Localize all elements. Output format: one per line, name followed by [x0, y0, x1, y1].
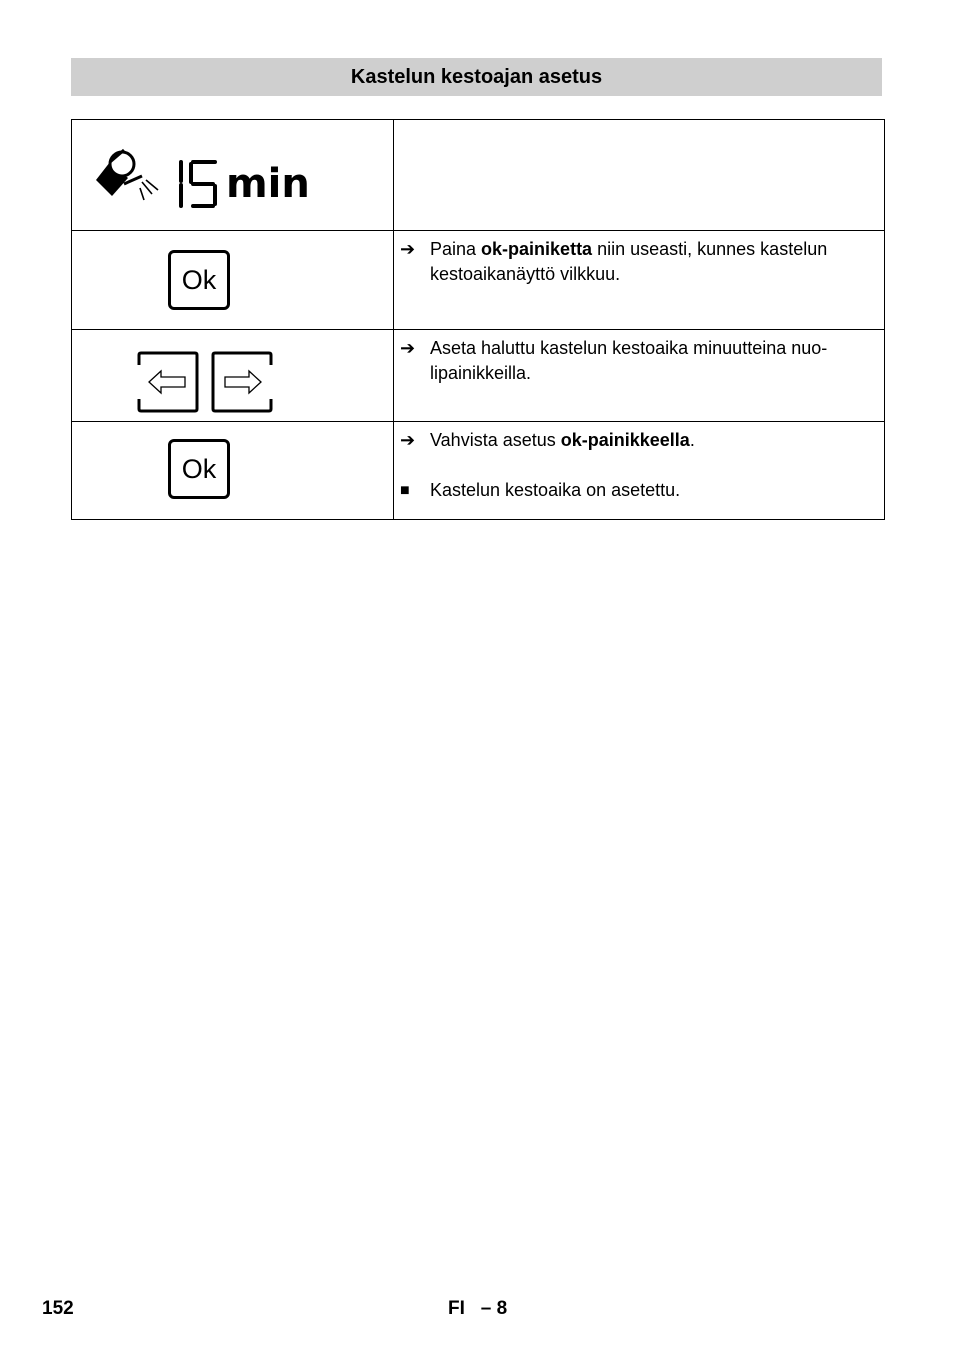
- segment-display: [171, 158, 227, 210]
- table-row: [72, 120, 885, 231]
- section-heading-text: Kastelun kestoajan asetus: [350, 65, 603, 88]
- ok-key-cell: [72, 422, 394, 520]
- arrow-marker-icon: ➔: [400, 338, 416, 358]
- footer-section: FI – 8: [448, 1298, 508, 1319]
- step-text-cell: [394, 231, 885, 330]
- display-unit: min: [226, 161, 310, 207]
- step-line: [400, 262, 880, 287]
- ok-button[interactable]: [168, 439, 230, 499]
- step-text: kestoaikanäyttö vilkkuu.: [430, 264, 621, 284]
- table-row: [72, 422, 885, 520]
- right-arrow-button-icon[interactable]: [211, 351, 273, 413]
- step-text-cell: [394, 330, 885, 422]
- step-text: Aseta haluttu kastelun kestoaika minuutteina nuo-: [430, 338, 828, 358]
- step-line: [400, 361, 880, 386]
- ok-button-label: Ok: [181, 453, 217, 484]
- display-description-cell: [394, 120, 885, 231]
- result-line: [400, 478, 880, 503]
- step-line: [400, 237, 880, 262]
- ok-button[interactable]: [168, 250, 230, 310]
- table-row: [72, 231, 885, 330]
- section-heading: [71, 58, 882, 96]
- arrow-keys-cell: [72, 330, 394, 422]
- step-line: [400, 428, 880, 453]
- step-line: [400, 336, 880, 361]
- step-text-cell: [394, 422, 885, 520]
- display-cell: [72, 120, 394, 231]
- left-arrow-button-icon[interactable]: [137, 351, 199, 413]
- step-text: lipainikkeilla.: [430, 363, 532, 383]
- watering-can-icon: [94, 148, 164, 204]
- arrow-marker-icon: ➔: [400, 430, 416, 450]
- step-text: Vahvista asetus ok-painikkeella.: [430, 430, 695, 450]
- page-number: 152: [42, 1298, 74, 1319]
- ok-key-cell: [72, 231, 394, 330]
- ok-button-label: Ok: [181, 264, 217, 295]
- arrow-marker-icon: ➔: [400, 239, 416, 259]
- instruction-table: [71, 119, 885, 520]
- step-text: Paina ok-painiketta niin useasti, kunnes kastelun: [430, 239, 828, 259]
- result-text: Kastelun kestoaika on asetettu.: [430, 480, 681, 500]
- table-row: [72, 330, 885, 422]
- square-bullet-icon: ■: [400, 482, 410, 499]
